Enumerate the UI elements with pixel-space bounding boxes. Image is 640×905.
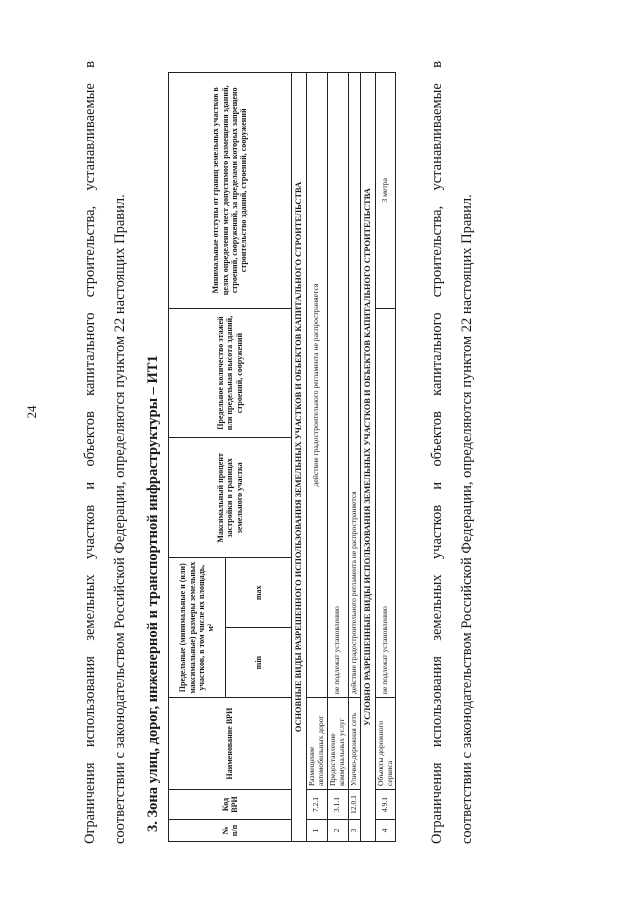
row-name: Объекты дорожного сервиса — [375, 698, 396, 790]
row-value: не подлежат установлению — [375, 308, 396, 697]
table-row — [327, 73, 348, 842]
section-main-label: ОСНОВНЫЕ ВИДЫ РАЗРЕШЕННОГО ИСПОЛЬЗОВАНИЯ ЗЕМЕЛЬНЫХ УЧАСТКОВ И ОБЪЕКТОВ КАПИТАЛЬНОГО СТРОИТЕЛЬСТВА — [292, 73, 307, 842]
row-value: действие градостроительного регламента не распространяется — [306, 73, 327, 698]
section-title: 3. Зона улиц, дорог, инженерной и транспортной инфраструктуры – ИТ1 — [145, 355, 161, 832]
table-row — [306, 73, 327, 842]
header-area-group: Предельные (минимальные и (или) максимальные) размеры земельных участков, в том числе их площадь, м² — [169, 558, 226, 698]
row-name: Улично-дорожная сеть — [348, 698, 360, 790]
row-value: не подлежат установлению — [327, 73, 348, 698]
paragraph-line: соответствии с законодательством Российской Федерации, определяются пунктом 22 настоящих Правил. — [459, 194, 476, 844]
header-code: Код ВРИ — [169, 790, 292, 820]
paragraph-line: Ограничения использования земельных участков и объектов капитального строительства, устанавливаемые в — [429, 61, 446, 844]
table-row — [375, 73, 396, 842]
row-code: 4.9.1 — [375, 790, 396, 820]
row-name: Предоставление коммунальных услуг — [327, 698, 348, 790]
row-setback: 3 метра — [375, 73, 396, 309]
restriction-paragraph-bottom — [422, 55, 482, 850]
row-num: 2 — [327, 820, 348, 842]
vri-table — [168, 72, 396, 842]
row-num: 4 — [375, 820, 396, 842]
section-row — [360, 73, 375, 842]
row-num: 3 — [348, 820, 360, 842]
header-floors: Предельное количество этажей или предельная высота зданий, строений, сооружений — [169, 308, 292, 438]
row-name: Размещение автомобильных дорог — [306, 698, 327, 790]
row-num: 1 — [306, 820, 327, 842]
section-row — [292, 73, 307, 842]
header-setback: Минимальные отступы от границ земельных участков в целях определения мест допустимого размещения зданий, строений, сооружений, за пределами которых запрещено строительство зданий, строений, сооружений — [169, 73, 292, 309]
page-number: 24 — [24, 405, 39, 419]
section-conditional-label: УСЛОВНО РАЗРЕШЕННЫЕ ВИДЫ ИСПОЛЬЗОВАНИЯ ЗЕМЕЛЬНЫХ УЧАСТКОВ И ОБЪЕКТОВ КАПИТАЛЬНОГО СТРОИТЕЛЬСТВА — [360, 73, 375, 842]
row-code: 12.0.1 — [348, 790, 360, 820]
header-percent: Максимальный процент застройки в границах земельного участка — [169, 438, 292, 558]
paragraph-line: соответствии с законодательством Российской Федерации, определяются пунктом 22 настоящих Правил. — [112, 194, 128, 844]
table-row — [348, 73, 360, 842]
header-name: Наименование ВРИ — [169, 698, 292, 790]
row-code: 3.1.1 — [327, 790, 348, 820]
header-min: min — [226, 628, 292, 698]
restriction-paragraph-top — [75, 55, 135, 850]
paragraph-line: Ограничения использования земельных участков и объектов капитального строительства, устанавливаемые в — [82, 61, 98, 844]
row-code: 7.2.1 — [306, 790, 327, 820]
rotated-content — [75, 55, 575, 850]
row-value: действие градостроительного регламента не распространяется — [348, 73, 360, 698]
header-num: № п/п — [169, 820, 292, 842]
table-header-row — [169, 73, 226, 842]
header-max: max — [226, 558, 292, 628]
